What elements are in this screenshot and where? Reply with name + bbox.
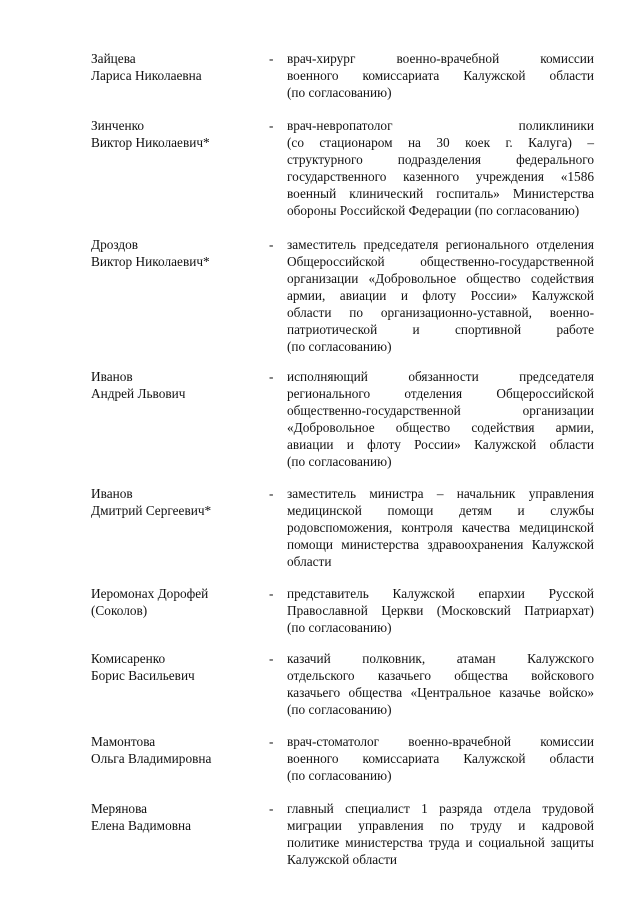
position-line: области: [287, 554, 332, 569]
member-name: [91, 117, 261, 151]
member-position: [287, 650, 594, 718]
member-given-names: Андрей Львович: [91, 386, 186, 401]
member-name: [91, 650, 261, 684]
position-line: врач-хирург военно-врачебной комиссии: [287, 51, 594, 66]
member-position: [287, 485, 594, 570]
position-line: заместитель министра – начальник управления: [287, 486, 594, 501]
member-surname: Иванов: [91, 486, 133, 501]
member-given-names: (Соколов): [91, 603, 148, 618]
position-line: «Добровольное общество содействия армии,: [287, 420, 594, 435]
position-line: помощи министерства здравоохранения Калужской: [287, 537, 594, 552]
position-line: военного комиссариата Калужской области: [287, 68, 594, 83]
member-surname: Зинченко: [91, 118, 145, 133]
member-name: [91, 236, 261, 270]
position-line: врач-невропатолог поликлиники: [287, 118, 594, 133]
member-surname: Дроздов: [91, 237, 139, 252]
position-line: (по согласованию): [287, 620, 392, 635]
position-line: патриотической и спортивной работе: [287, 322, 594, 337]
member-given-names: Ольга Владимировна: [91, 751, 212, 766]
position-line: отдельского казачьего общества войскового: [287, 668, 594, 683]
position-line: структурного подразделения федерального: [287, 152, 594, 167]
member-given-names: Дмитрий Сергеевич*: [91, 503, 212, 518]
position-line: главный специалист 1 разряда отдела трудовой: [287, 801, 594, 816]
dash-separator: -: [269, 801, 274, 816]
member-name: [91, 485, 261, 519]
position-line: казачьего общества «Центральное казачье войско»: [287, 685, 594, 700]
member-name: [91, 50, 261, 84]
member-name: [91, 733, 261, 767]
position-line: авиации и флоту России» Калужской области: [287, 437, 594, 452]
member-position: [287, 733, 594, 784]
member-given-names: Елена Вадимовна: [91, 818, 192, 833]
member-name: [91, 800, 261, 834]
position-line: (со стационаром на 30 коек г. Калуга) –: [287, 135, 594, 150]
position-line: обороны Российской Федерации (по согласованию): [287, 203, 580, 218]
member-position: [287, 585, 594, 636]
member-surname: Комисаренко: [91, 651, 166, 666]
member-surname: Мерянова: [91, 801, 148, 816]
position-line: (по согласованию): [287, 85, 392, 100]
member-position: [287, 368, 594, 470]
dash-separator: -: [269, 118, 274, 133]
dash-separator: -: [269, 237, 274, 252]
position-line: врач-стоматолог военно-врачебной комиссии: [287, 734, 594, 749]
position-line: заместитель председателя регионального отделения: [287, 237, 594, 252]
position-line: организации «Добровольное общество содействия: [287, 271, 594, 286]
member-surname: Иванов: [91, 369, 133, 384]
member-given-names: Виктор Николаевич*: [91, 135, 210, 150]
dash-separator: -: [269, 486, 274, 501]
dash-separator: -: [269, 51, 274, 66]
position-line: области по организационно-уставной, военно-: [287, 305, 594, 320]
member-surname: Мамонтова: [91, 734, 156, 749]
position-line: армии, авиации и флоту России» Калужской: [287, 288, 594, 303]
position-line: (по согласованию): [287, 702, 392, 717]
position-line: военного комиссариата Калужской области: [287, 751, 594, 766]
member-given-names: Виктор Николаевич*: [91, 254, 210, 269]
position-line: миграции управления по труду и кадровой: [287, 818, 594, 833]
dash-separator: -: [269, 369, 274, 384]
position-line: родовспоможения, контроля качества медицинской: [287, 520, 594, 535]
dash-separator: -: [269, 651, 274, 666]
member-given-names: Борис Васильевич: [91, 668, 195, 683]
position-line: представитель Калужской епархии Русской: [287, 586, 594, 601]
member-position: [287, 50, 594, 101]
position-line: (по согласованию): [287, 454, 392, 469]
position-line: Православной Церкви (Московский Патриархат): [287, 603, 594, 618]
position-line: (по согласованию): [287, 768, 392, 783]
member-name: [91, 368, 261, 402]
member-position: [287, 236, 594, 355]
position-line: медицинской помощи детям и службы: [287, 503, 594, 518]
member-surname: Зайцева: [91, 51, 136, 66]
position-line: политике министерства труда и социальной защиты: [287, 835, 594, 850]
dash-separator: -: [269, 734, 274, 749]
position-line: Общероссийской общественно-государственной: [287, 254, 594, 269]
position-line: исполняющий обязанности председателя: [287, 369, 594, 384]
member-surname: Иеромонах Дорофей: [91, 586, 209, 601]
position-line: общественно-государственной организации: [287, 403, 594, 418]
position-line: военный клинический госпиталь» Министерства: [287, 186, 594, 201]
position-line: регионального отделения Общероссийской: [287, 386, 594, 401]
member-position: [287, 117, 594, 219]
member-position: [287, 800, 594, 868]
position-line: государственного казенного учреждения «1586: [287, 169, 594, 184]
position-line: (по согласованию): [287, 339, 392, 354]
position-line: Калужской области: [287, 852, 397, 867]
dash-separator: -: [269, 586, 274, 601]
position-line: казачий полковник, атаман Калужского: [287, 651, 594, 666]
member-given-names: Лариса Николаевна: [91, 68, 202, 83]
member-name: [91, 585, 261, 619]
